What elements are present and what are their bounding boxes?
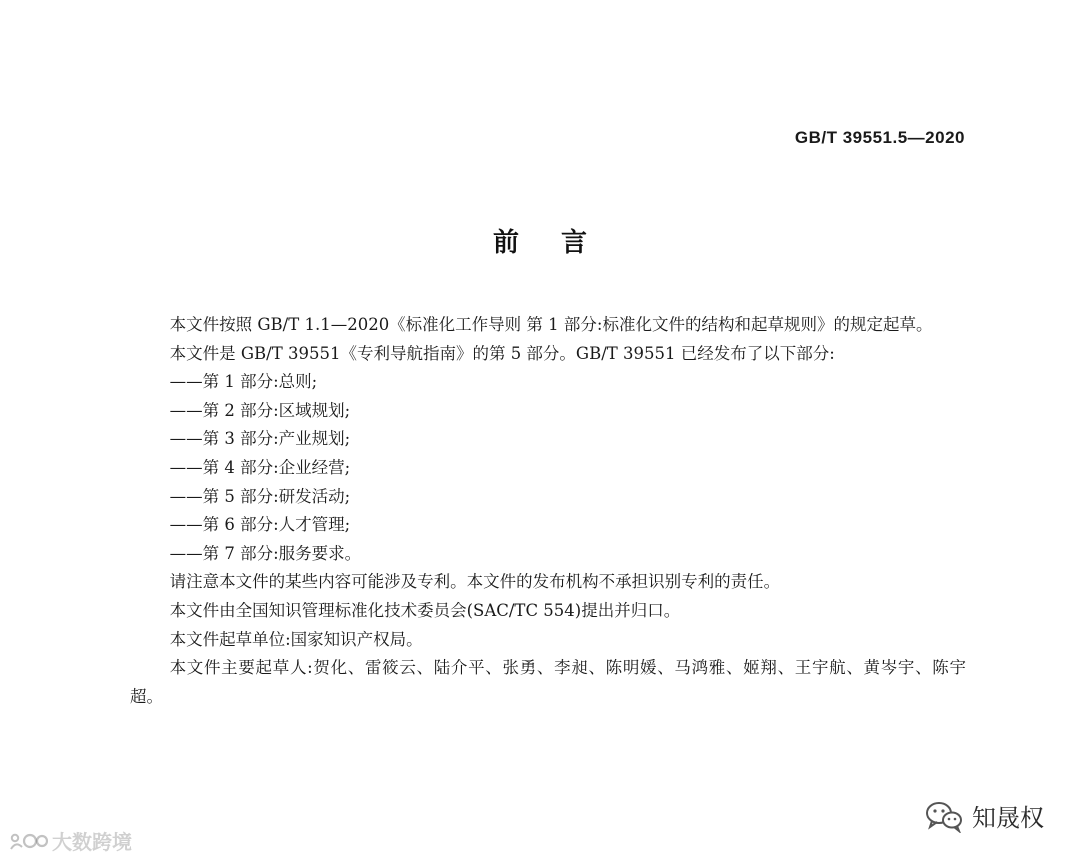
- paragraph-patent-notice: 请注意本文件的某些内容可能涉及专利。本文件的发布机构不承担识别专利的责任。: [169, 572, 781, 592]
- brand-logo-icon: [8, 830, 48, 852]
- paragraph-drafting-rules: 本文件按照 GB/T 1.1—2020《标准化工作导则 第 1 部分:标准化文件的结构和起草规则》的规定起草。: [169, 315, 933, 334]
- list-item: ——第 1 部分:总则;: [169, 372, 318, 392]
- watermark-left-text: 大数跨境: [52, 830, 132, 854]
- foreword-body: [130, 311, 966, 711]
- paragraph-drafters: 本文件主要起草人:贺化、雷筱云、陆介平、张勇、李昶、陈明媛、马鸿雅、姬翔、王宇航、黄岑宇、陈宇超。: [130, 658, 966, 706]
- list-item: ——第 5 部分:研发活动;: [169, 486, 351, 506]
- page-title: 前言: [492, 228, 629, 258]
- list-item: ——第 2 部分:区域规划;: [169, 400, 351, 420]
- paragraph-committee: 本文件由全国知识管理标准化技术委员会(SAC/TC 554)提出并归口。: [169, 600, 681, 620]
- watermark-left: [8, 826, 132, 855]
- list-item: ——第 4 部分:企业经营;: [169, 457, 351, 477]
- watermark-right-text: 知晟权: [972, 804, 1044, 832]
- paragraph-parts-intro: 本文件是 GB/T 39551《专利导航指南》的第 5 部分。GB/T 39551 已经发布了以下部分:: [169, 343, 835, 363]
- list-item: ——第 6 部分:人才管理;: [169, 515, 351, 535]
- watermark-right: [924, 798, 1044, 833]
- paragraph-drafting-unit: 本文件起草单位:国家知识产权局。: [169, 629, 423, 649]
- standard-code: GB/T 39551.5—2020: [794, 128, 965, 147]
- list-item: ——第 7 部分:服务要求。: [169, 543, 362, 563]
- list-item: ——第 3 部分:产业规划;: [169, 429, 351, 449]
- wechat-icon: [924, 799, 964, 833]
